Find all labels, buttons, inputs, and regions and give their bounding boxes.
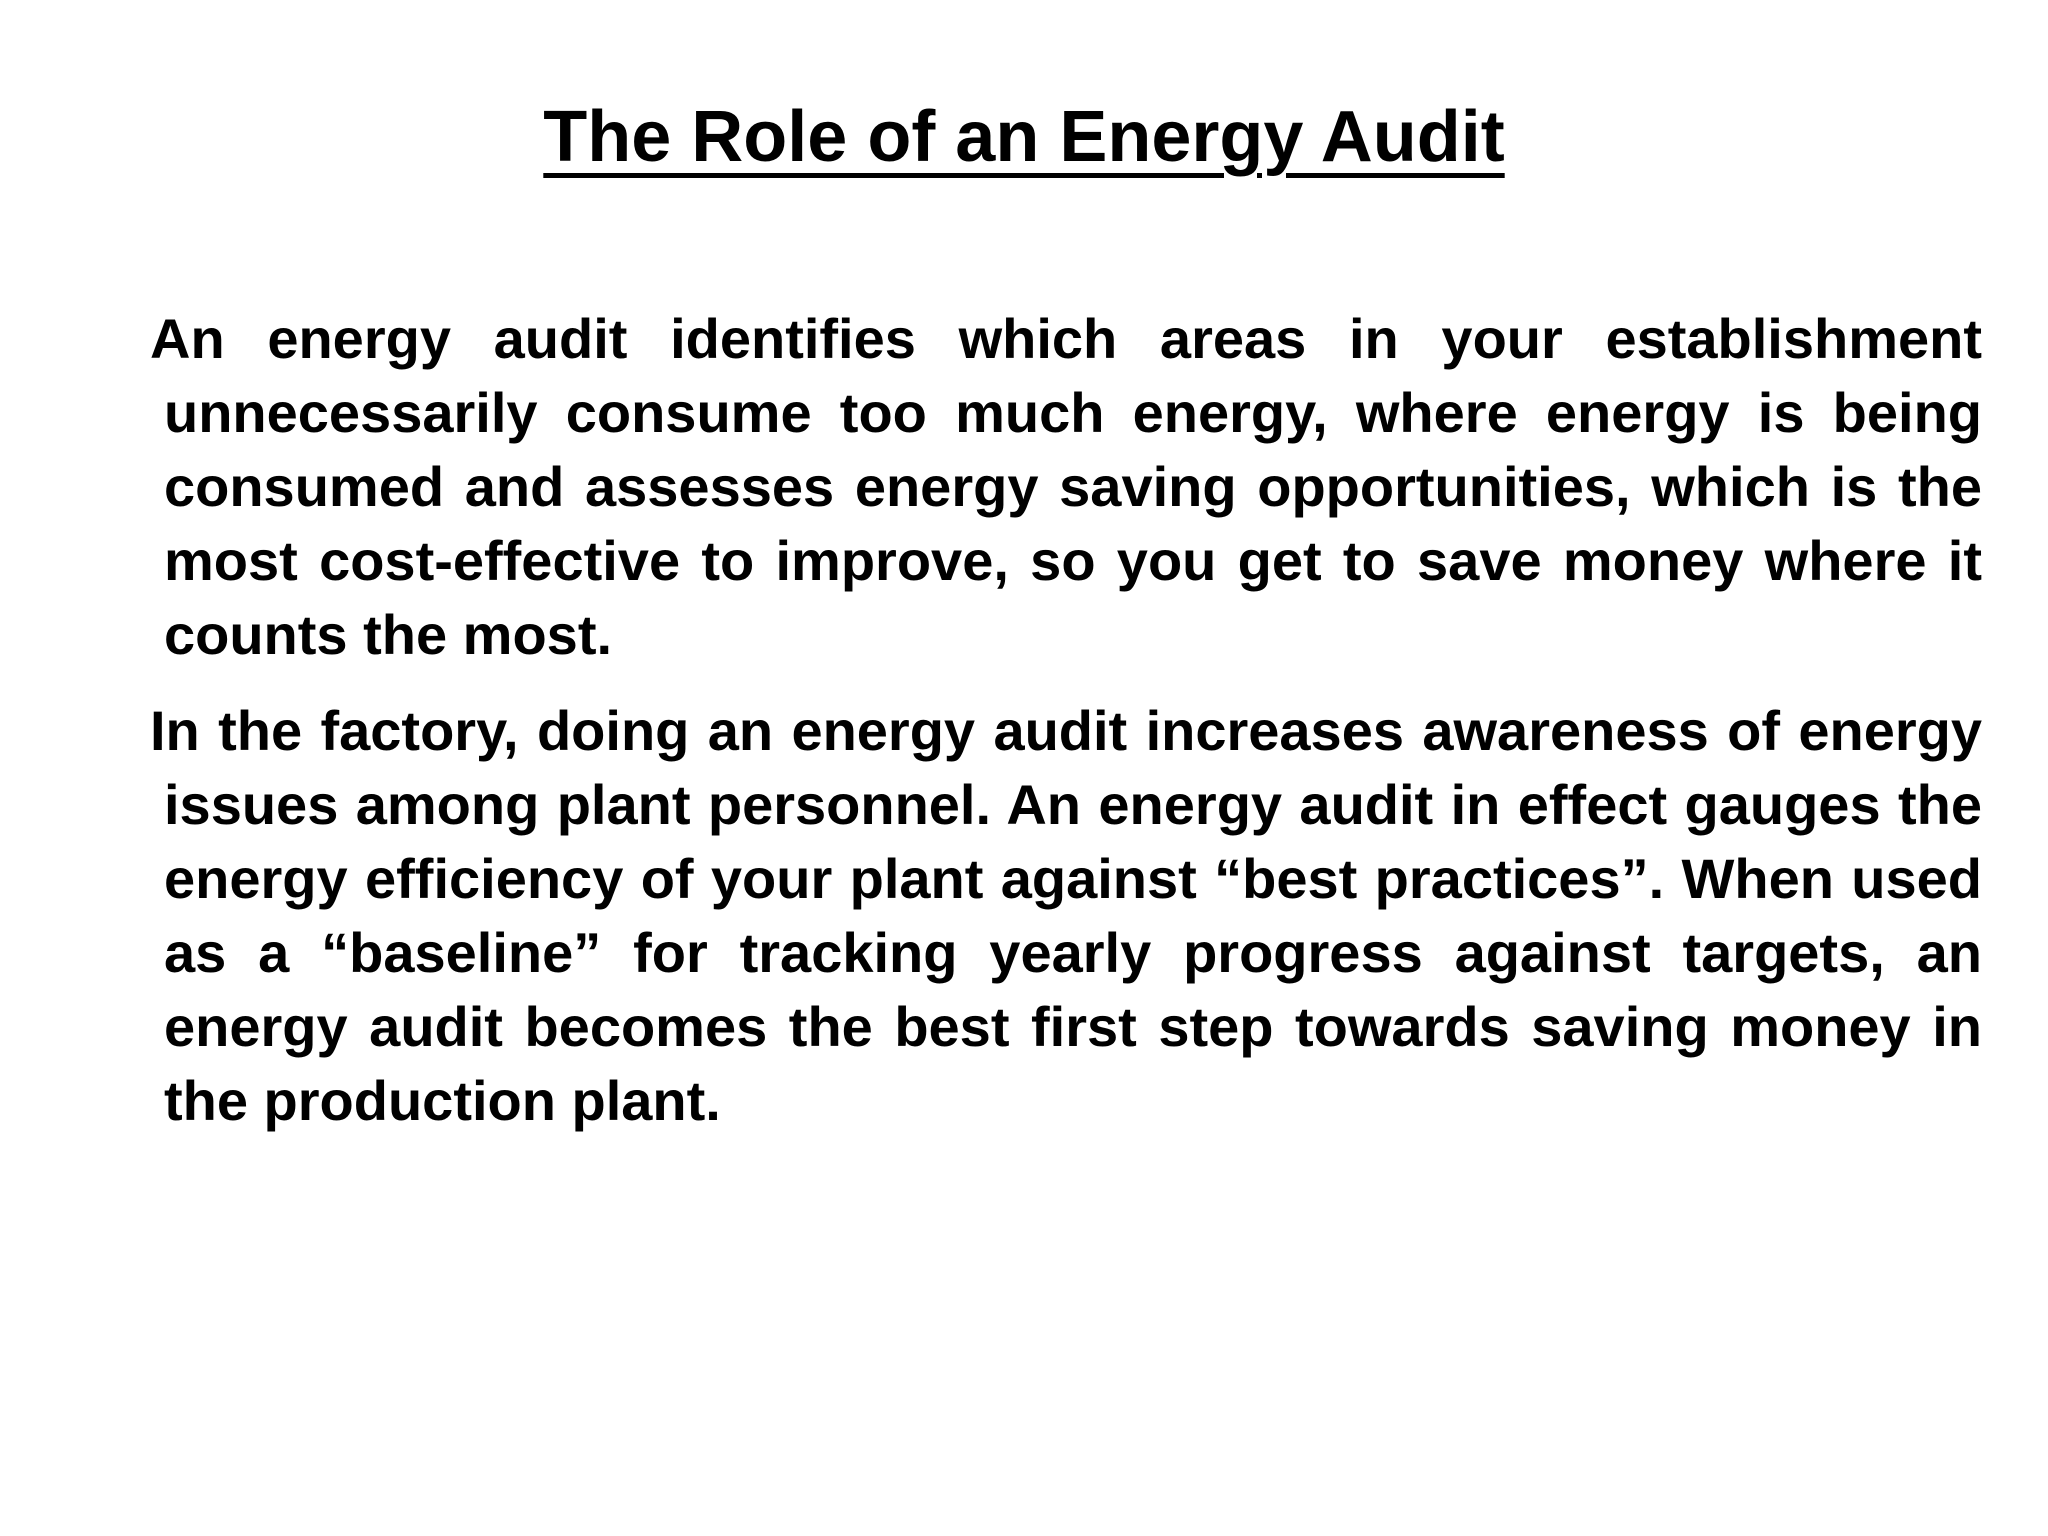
paragraph-energy-audit-definition: An energy audit identifies which areas in your establishment unnecessarily consume too much energy, where energy is being consumed and assesses energy saving opportunities, which is the most cost-effective to improve, so you get to save money where it counts the most. [150, 307, 1982, 666]
slide-title: The Role of an Energy Audit [543, 97, 1505, 177]
paragraph-energy-audit-factory: In the factory, doing an energy audit increases awareness of energy issues among plant personnel. An energy audit in effect gauges the energy efficiency of your plant against “best practices”. When used as a “baseline” for tracking yearly progress against targets, an energy audit becomes the best first step towards saving money in the production plant. [150, 699, 1982, 1132]
